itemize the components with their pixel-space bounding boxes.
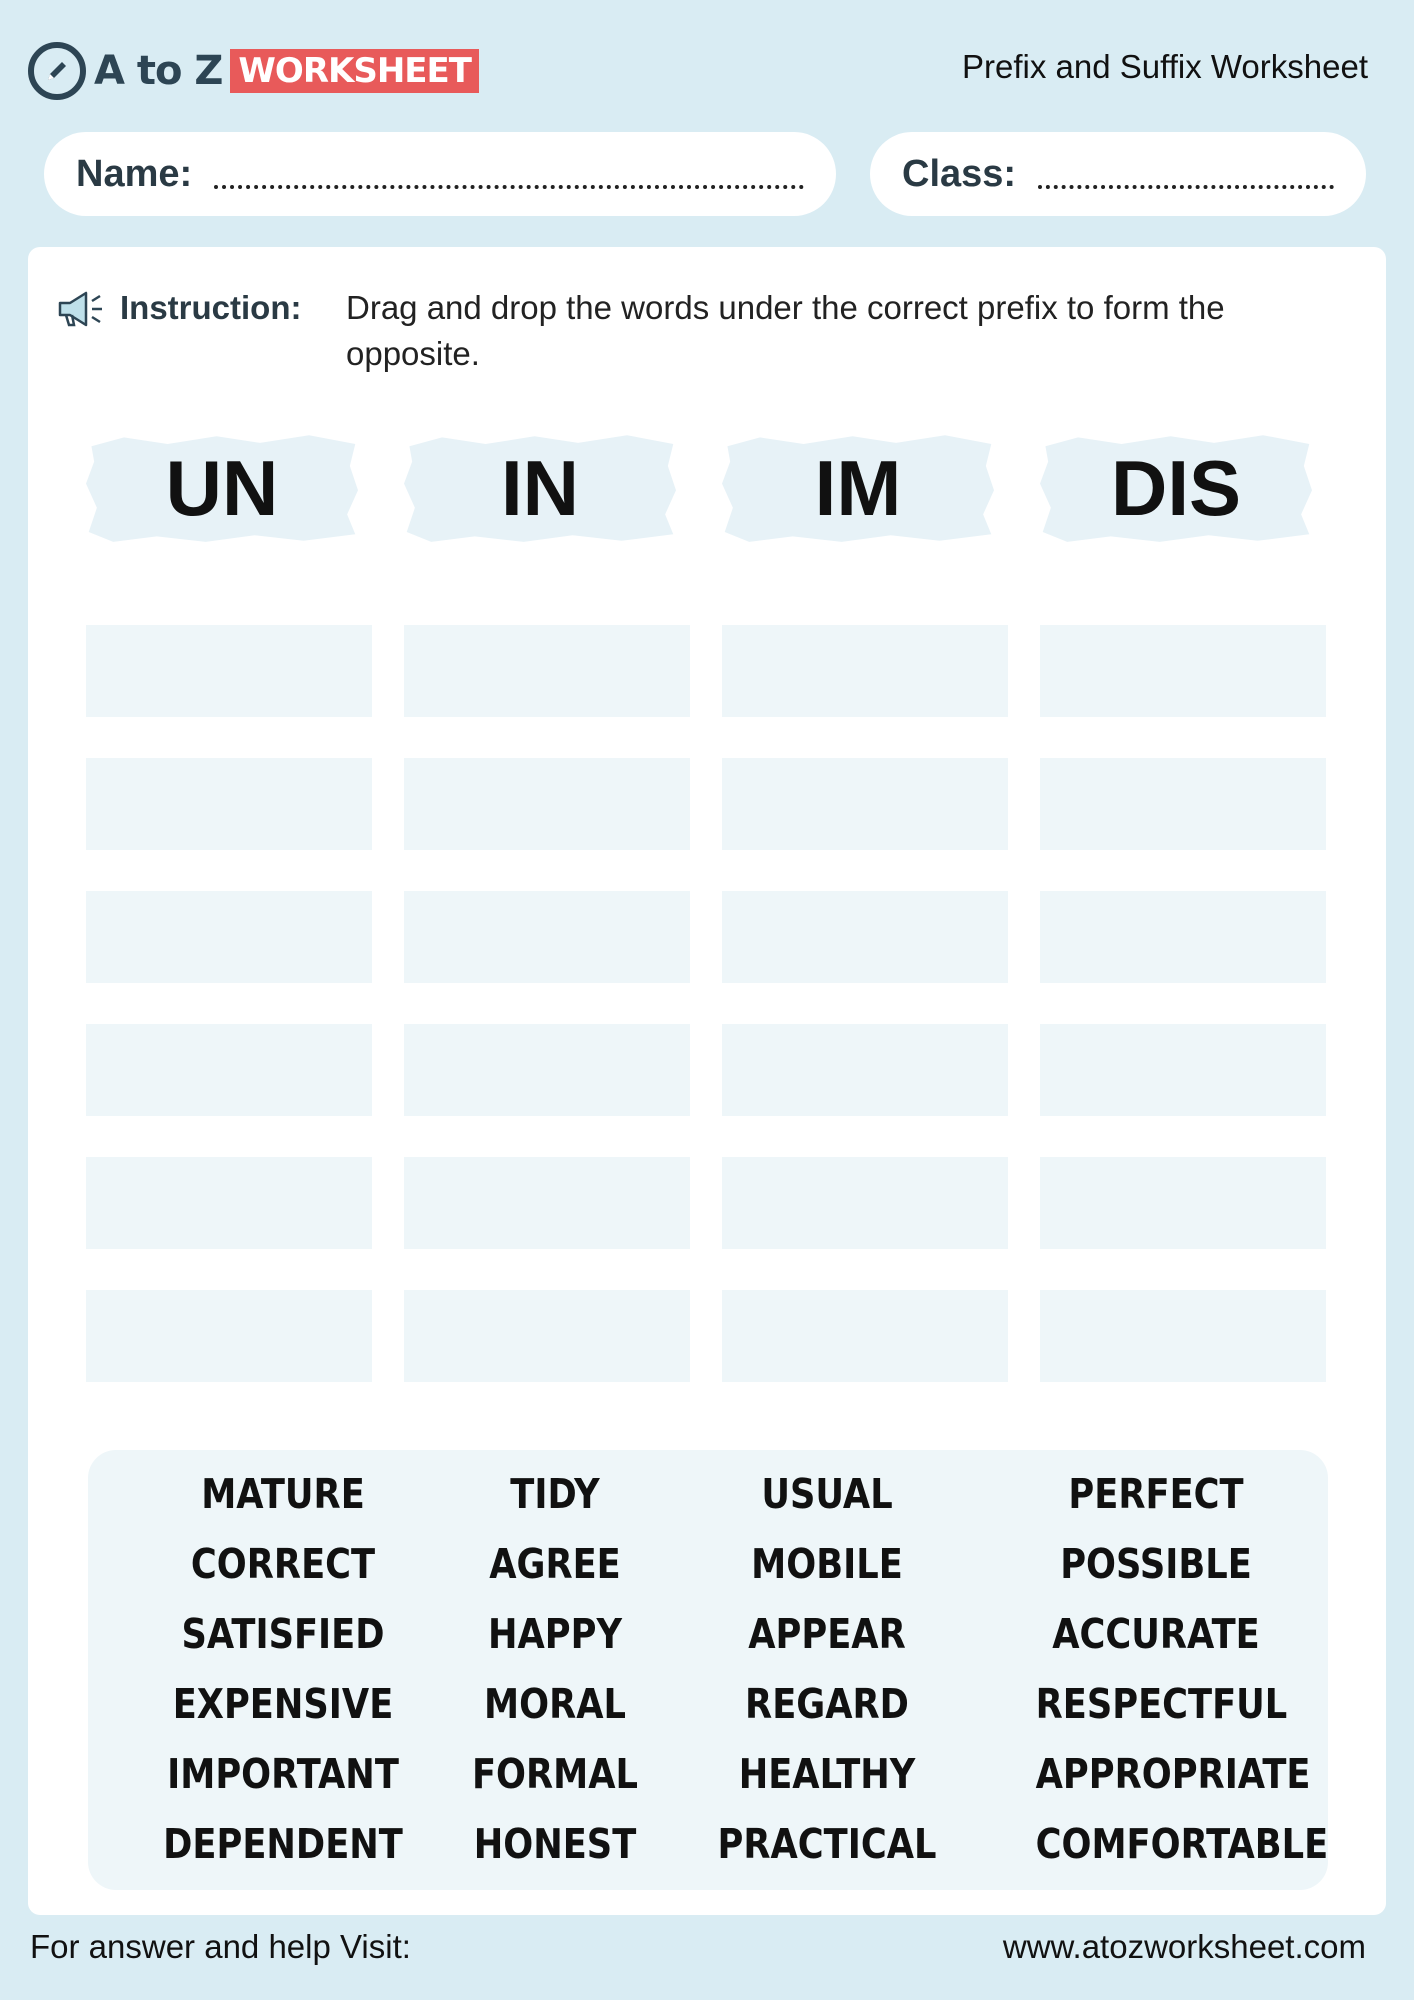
drop-box-dis[interactable] [1040, 891, 1326, 983]
drop-box-un[interactable] [86, 1024, 372, 1116]
draggable-word[interactable]: DEPENDENT [163, 1820, 403, 1868]
drop-box-in[interactable] [404, 1024, 690, 1116]
class-field[interactable] [870, 132, 1366, 216]
draggable-word[interactable]: MOBILE [751, 1540, 903, 1588]
draggable-word[interactable]: SATISFIED [181, 1610, 385, 1658]
footer-website-link[interactable]: www.atozworksheet.com [1002, 1928, 1366, 1965]
drop-box-un[interactable] [86, 758, 372, 850]
draggable-word[interactable]: APPEAR [748, 1610, 906, 1658]
instruction-label: Instruction: [120, 289, 302, 326]
drop-box-un[interactable] [86, 1290, 372, 1382]
drop-box-in[interactable] [404, 625, 690, 717]
worksheet-card [28, 247, 1386, 1915]
drop-box-im[interactable] [722, 1290, 1008, 1382]
drop-box-un[interactable] [86, 891, 372, 983]
prefix-label: IN [501, 443, 579, 532]
draggable-word[interactable]: AGREE [489, 1540, 621, 1588]
drop-box-dis[interactable] [1040, 625, 1326, 717]
prefix-header-im [722, 433, 994, 543]
draggable-word[interactable]: HONEST [473, 1820, 637, 1868]
drop-box-in[interactable] [404, 1157, 690, 1249]
prefix-label: DIS [1110, 443, 1242, 532]
class-dotted-line[interactable] [1038, 185, 1334, 189]
logo [28, 36, 479, 106]
draggable-word[interactable]: REGARD [745, 1680, 909, 1728]
drop-box-in[interactable] [404, 1290, 690, 1382]
header [28, 36, 1368, 106]
footer-help-text: For answer and help Visit: [30, 1928, 411, 1965]
draggable-word[interactable]: RESPECTFUL [1035, 1680, 1288, 1728]
prefix-label: IM [814, 443, 902, 532]
megaphone-icon [56, 289, 106, 329]
word-bank [88, 1450, 1328, 1890]
draggable-word[interactable]: FORMAL [471, 1750, 639, 1798]
draggable-word[interactable]: ACCURATE [1052, 1610, 1260, 1658]
draggable-word[interactable]: POSSIBLE [1060, 1540, 1252, 1588]
instruction-text: Drag and drop the words under the correct prefix to form the opposite. [346, 289, 1225, 372]
draggable-word[interactable]: USUAL [761, 1470, 893, 1518]
draggable-word[interactable]: PRACTICAL [717, 1820, 937, 1868]
draggable-word[interactable]: IMPORTANT [167, 1750, 399, 1798]
drop-box-un[interactable] [86, 1157, 372, 1249]
draggable-word[interactable]: TIDY [510, 1470, 600, 1518]
name-field[interactable] [44, 132, 836, 216]
drop-box-dis[interactable] [1040, 1024, 1326, 1116]
drop-box-im[interactable] [722, 758, 1008, 850]
draggable-word[interactable]: PERFECT [1068, 1470, 1244, 1518]
draggable-word[interactable]: MORAL [484, 1680, 626, 1728]
draggable-word[interactable]: HEALTHY [738, 1750, 916, 1798]
pencil-circle-icon [28, 42, 86, 100]
drop-box-in[interactable] [404, 758, 690, 850]
draggable-word[interactable]: EXPENSIVE [172, 1680, 394, 1728]
drop-box-in[interactable] [404, 891, 690, 983]
drop-box-dis[interactable] [1040, 758, 1326, 850]
draggable-word[interactable]: MATURE [201, 1470, 365, 1518]
prefix-header-un [86, 433, 358, 543]
name-label: Name: [76, 152, 193, 195]
page-title: Prefix and Suffix Worksheet [962, 48, 1368, 85]
drop-box-im[interactable] [722, 1157, 1008, 1249]
draggable-word[interactable]: HAPPY [487, 1610, 623, 1658]
drop-box-im[interactable] [722, 625, 1008, 717]
draggable-word[interactable]: COMFORTABLE [1035, 1820, 1329, 1868]
drop-box-im[interactable] [722, 1024, 1008, 1116]
draggable-word[interactable]: CORRECT [190, 1540, 376, 1588]
drop-box-dis[interactable] [1040, 1290, 1326, 1382]
prefix-label: UN [165, 443, 279, 532]
logo-badge: WORKSHEET [230, 49, 479, 93]
drop-box-dis[interactable] [1040, 1157, 1326, 1249]
drop-box-im[interactable] [722, 891, 1008, 983]
name-dotted-line[interactable] [214, 185, 804, 189]
class-label: Class: [902, 152, 1017, 195]
prefix-header-dis [1040, 433, 1312, 543]
draggable-word[interactable]: APPROPRIATE [1035, 1750, 1311, 1798]
prefix-header-in [404, 433, 676, 543]
drop-box-un[interactable] [86, 625, 372, 717]
logo-text: A to Z [94, 48, 223, 94]
